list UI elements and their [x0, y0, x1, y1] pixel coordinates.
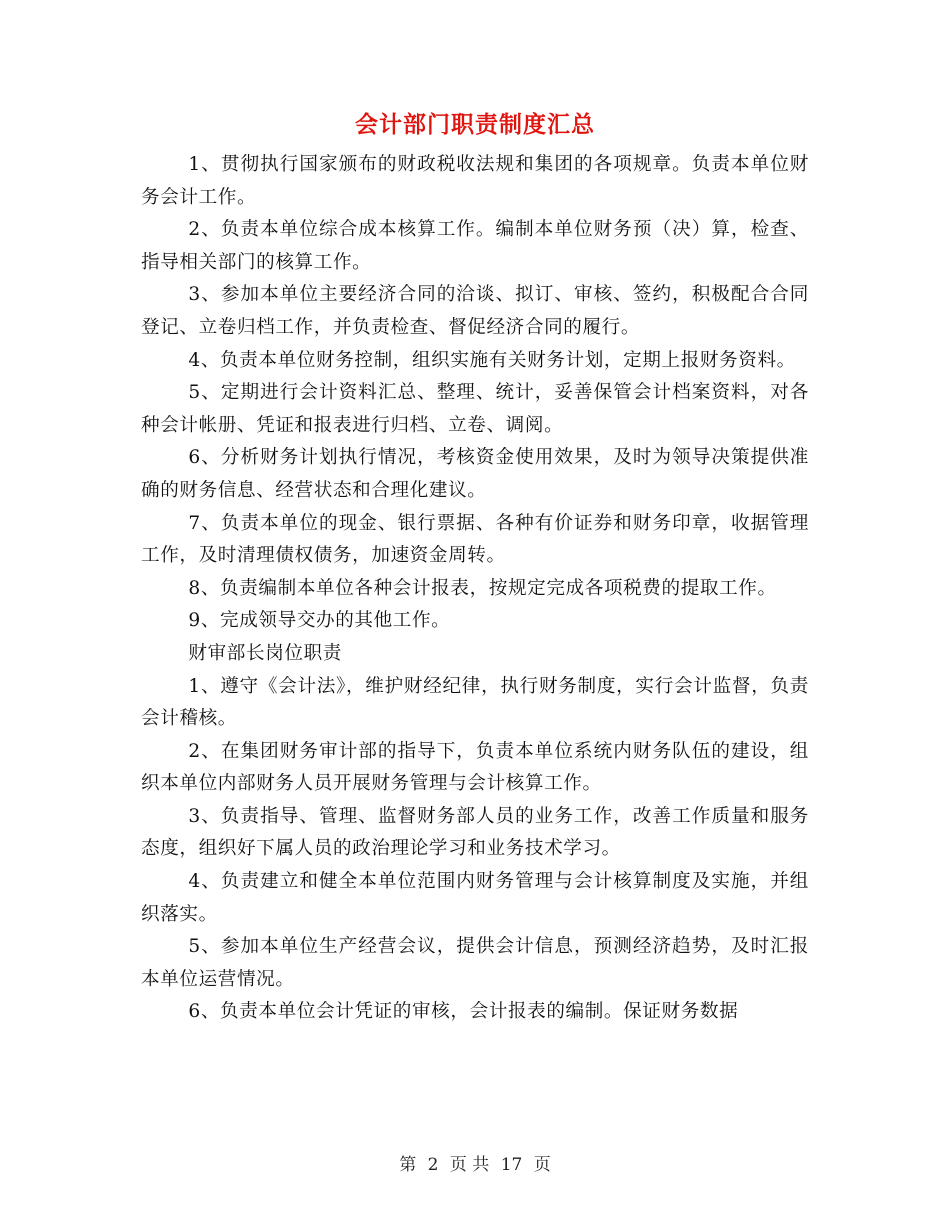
paragraph-15: 6、负责本单位会计凭证的审核，会计报表的编制。保证财务数据	[188, 1001, 739, 1023]
section-heading: 财审部长岗位职责	[188, 642, 342, 664]
paragraph-6: 6、分析财务计划执行情况，考核资金使用效果，及时为领导决策提供准确的财务信息、经营状态和合理化建议。	[141, 447, 809, 501]
current-page-number: 2	[427, 1155, 439, 1175]
paragraph-3: 3、参加本单位主要经济合同的洽谈、拟订、审核、签约，积极配合合同登记、立卷归档工作，并负责检查、督促经济合同的履行。	[141, 284, 809, 338]
paragraph-14: 5、参加本单位生产经营会议，提供会计信息，预测经济趋势，及时汇报本单位运营情况。	[141, 936, 809, 990]
paragraph-8: 8、负责编制本单位各种会计报表，按规定完成各项税费的提取工作。	[188, 577, 777, 599]
paragraph-9: 9、完成领导交办的其他工作。	[188, 610, 451, 632]
footer-middle: 页 共	[449, 1155, 490, 1175]
paragraph-1: 1、贯彻执行国家颁布的财政税收法规和集团的各项规章。负责本单位财务会计工作。	[141, 154, 809, 208]
document-body	[141, 149, 809, 1029]
footer-prefix: 第	[399, 1155, 417, 1175]
paragraph-7: 7、负责本单位的现金、银行票据、各种有价证券和财务印章，收据管理工作，及时清理债权债务，加速资金周转。	[141, 512, 809, 567]
paragraph-12: 3、负责指导、管理、监督财务部人员的业务工作，改善工作质量和服务态度，组织好下属人员的政治理论学习和业务技术学习。	[141, 805, 809, 860]
footer-suffix: 页	[533, 1155, 551, 1175]
paragraph-4: 4、负责本单位财务控制，组织实施有关财务计划，定期上报财务资料。	[188, 349, 796, 371]
paragraph-13: 4、负责建立和健全本单位范围内财务管理与会计核算制度及实施，并组织落实。	[141, 871, 809, 925]
page-footer	[0, 1153, 950, 1177]
paragraph-11: 2、在集团财务审计部的指导下，负责本单位系统内财务队伍的建设，组织本单位内部财务人员开展财务管理与会计核算工作。	[141, 740, 809, 795]
paragraph-5: 5、定期进行会计资料汇总、整理、统计，妥善保管会计档案资料，对各种会计帐册、凭证和报表进行归档、立卷、调阅。	[141, 382, 809, 436]
total-pages-number: 17	[500, 1155, 523, 1175]
page-title: 会计部门职责制度汇总	[355, 111, 595, 138]
paragraph-2: 2、负责本单位综合成本核算工作。编制本单位财务预（决）算，检查、指导相关部门的核算工作。	[141, 219, 809, 273]
paragraph-10: 1、遵守《会计法》，维护财经纪律，执行财务制度，实行会计监督，负责会计稽核。	[141, 675, 809, 730]
